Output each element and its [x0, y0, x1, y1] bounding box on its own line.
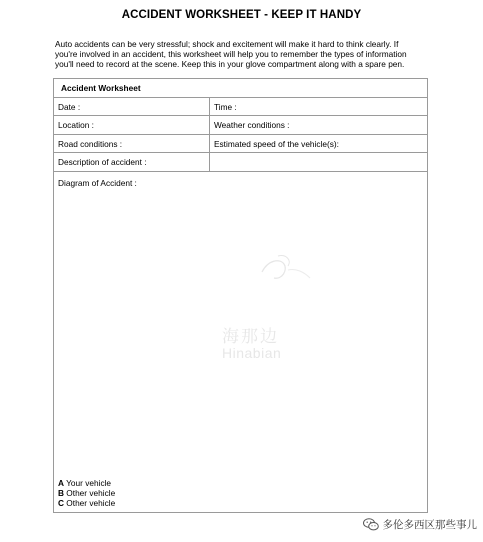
worksheet-table	[53, 78, 428, 513]
intro-paragraph	[55, 39, 435, 69]
table-row	[54, 116, 427, 135]
table-row	[54, 135, 427, 153]
watermark-swirl-icon	[258, 250, 313, 290]
location-field[interactable]: Location :	[54, 116, 210, 134]
time-field[interactable]: Time :	[214, 101, 237, 112]
table-row	[54, 153, 427, 172]
wechat-account-mark	[363, 517, 478, 532]
hinabian-watermark	[222, 329, 281, 361]
table-header-row	[54, 79, 427, 98]
intro-line: you'll need to record at the scene. Keep this in your glove compartment along with a spare pen.	[55, 59, 405, 69]
date-field[interactable]: Date :	[54, 98, 210, 115]
watermark-cn: 海那边	[222, 327, 279, 346]
diagram-label: Diagram of Accident :	[58, 178, 137, 188]
description-value-field[interactable]	[210, 153, 427, 171]
legend-item: B Other vehicle	[58, 488, 116, 498]
table-row	[54, 98, 427, 116]
estimated-speed-field[interactable]: Estimated speed of the vehicle(s):	[214, 138, 339, 149]
table-header: Accident Worksheet	[61, 83, 141, 93]
intro-line: Auto accidents can be very stressful; shock and excitement will make it hard to think clearly. If	[55, 39, 399, 49]
legend-item: C Other vehicle	[58, 498, 116, 508]
account-name: 多伦多西区那些事儿	[382, 519, 477, 531]
watermark-en: Hinabian	[222, 345, 282, 361]
intro-line: you're involved in an accident, this worksheet will help you to remember the types of information	[55, 49, 407, 59]
weather-conditions-field[interactable]: Weather conditions :	[214, 120, 290, 130]
description-field[interactable]: Description of accident :	[54, 153, 210, 171]
road-conditions-field[interactable]: Road conditions :	[54, 135, 210, 152]
wechat-icon	[363, 518, 379, 531]
legend-item: A Your vehicle	[58, 478, 112, 488]
page-title: ACCIDENT WORKSHEET - KEEP IT HANDY	[121, 9, 362, 21]
vehicle-legend	[58, 478, 115, 508]
